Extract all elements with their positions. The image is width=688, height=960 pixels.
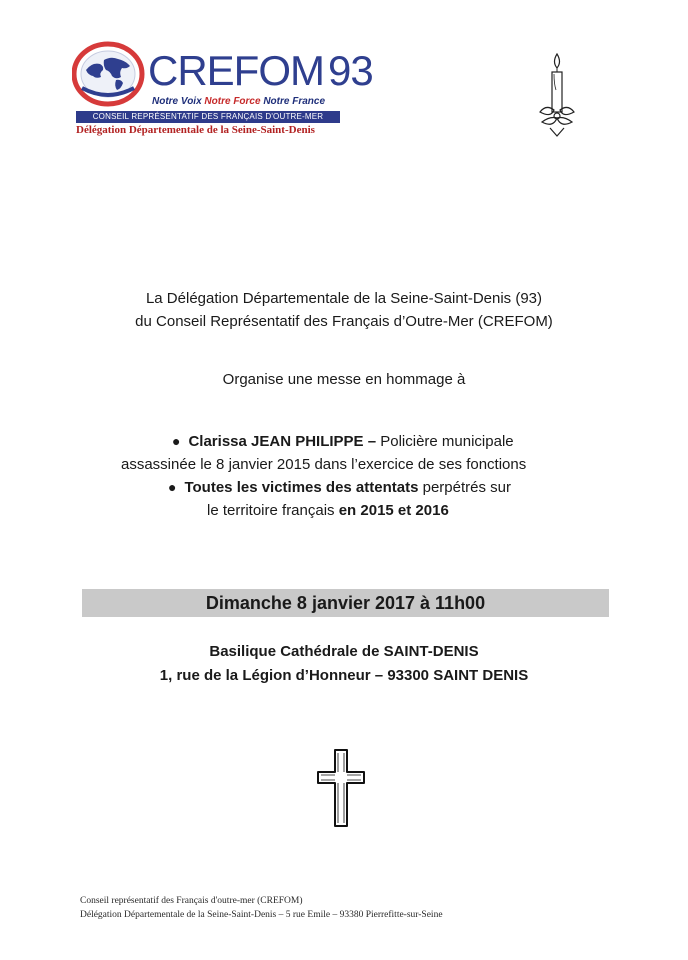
intro-line1: La Délégation Départementale de la Seine-Saint-Denis (93) xyxy=(145,290,543,307)
bullet1-line2: assassinée le 8 janvier 2015 dans l’exercice de ses fonctions xyxy=(121,456,527,473)
globe-icon xyxy=(72,40,148,110)
footer-line1: Conseil représentatif des Français d'outre-mer (CREFOM) xyxy=(80,896,303,906)
venue-text xyxy=(0,640,688,688)
logo-band: CONSEIL REPRÉSENTATIF DES FRANÇAIS D'OUTRE-MER xyxy=(76,111,340,123)
venue-line1: Basilique Cathédrale de SAINT-DENIS xyxy=(209,643,479,660)
intro-text xyxy=(0,287,688,333)
bullet2-bold: Toutes les victimes des attentats xyxy=(184,479,419,496)
bullet2-rest: perpétrés sur xyxy=(418,479,511,496)
logo-tagline xyxy=(152,96,325,107)
candle-icon xyxy=(532,50,582,138)
logo-wordmark xyxy=(148,47,373,94)
bullet1-rest: Policière municipale xyxy=(376,433,514,450)
venue-line2: 1, rue de la Légion d’Honneur – 93300 SAINT DENIS xyxy=(159,667,529,684)
tagline-part1: Notre Voix xyxy=(152,96,202,107)
bullet2-line2-bold: en 2015 et 2016 xyxy=(338,502,449,519)
list-item xyxy=(172,430,514,453)
organise-text: Organise une messe en hommage à xyxy=(222,371,466,388)
tagline-part2: Notre Force xyxy=(204,96,261,107)
bullet2-line2 xyxy=(207,499,449,522)
intro-line2: du Conseil Représentatif des Français d’Outre-Mer (CREFOM) xyxy=(135,313,553,330)
bullet2-line2-normal: le territoire français xyxy=(207,502,339,519)
crefom-logo xyxy=(72,40,373,140)
logo-delegation: Délégation Départementale de la Seine-Saint-Denis xyxy=(76,124,315,136)
bullet-icon: ● xyxy=(172,433,181,449)
bullet-icon: ● xyxy=(168,479,177,495)
cross-icon xyxy=(316,748,366,828)
footer-line2: Délégation Départementale de la Seine-Saint-Denis – 5 rue Emile – 93380 Pierrefitte-sur-Seine xyxy=(80,910,443,920)
date-banner: Dimanche 8 janvier 2017 à 11h00 xyxy=(82,589,609,617)
list-item xyxy=(168,476,511,499)
footer xyxy=(80,894,443,922)
bullet1-bold: Clarissa JEAN PHILIPPE – xyxy=(188,433,377,450)
logo-name: CREFOM xyxy=(148,47,324,94)
logo-number: 93 xyxy=(328,47,373,94)
tagline-part3: Notre France xyxy=(263,96,326,107)
